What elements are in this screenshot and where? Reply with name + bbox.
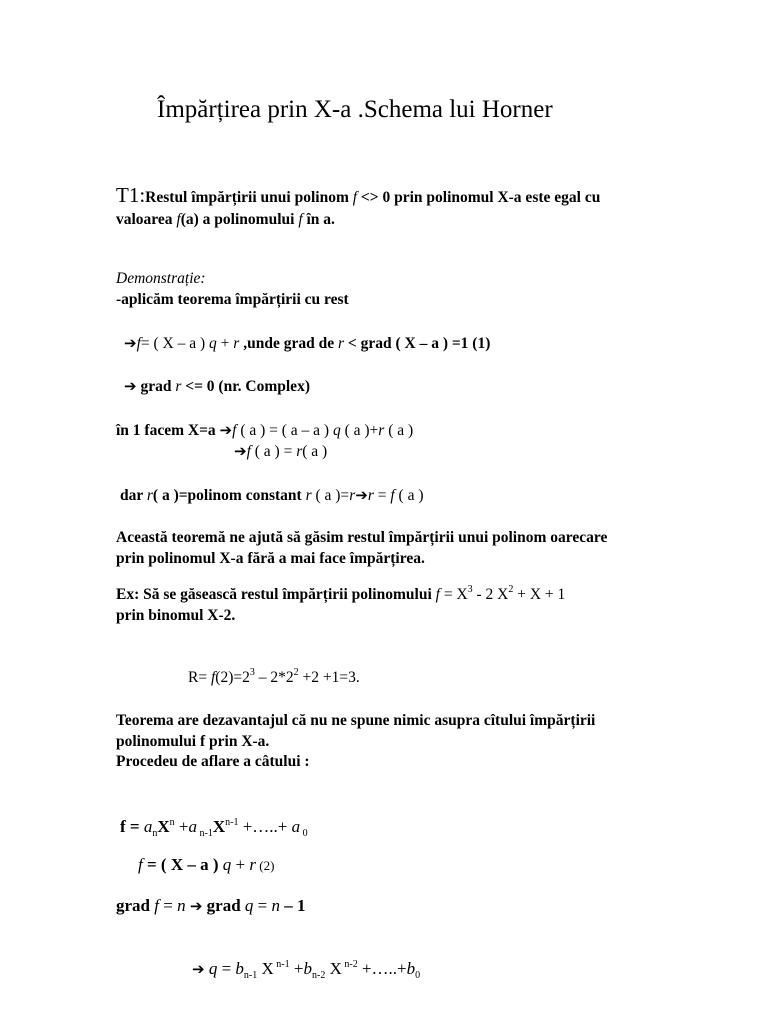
paragraph-1-line-2: prin polinomul X-a fără a mai face împărțirea. bbox=[116, 550, 425, 567]
paragraph-2-line-2: polinomului f prin X-a. bbox=[116, 733, 270, 750]
formula-polynomial: $f = a_nX^n +a$ $_{n-1}X^{n-1}$ +…..+ a $_0$ bbox=[120, 817, 308, 839]
proof-equation-1: ➔f= ( X – a ) q + r ,unde grad de r < grad ( X – a ) =1 (1) bbox=[124, 334, 491, 352]
proof-step-1: -aplicăm teorema împărțirii cu rest bbox=[116, 291, 349, 308]
arrow-right-icon: ➔ bbox=[189, 897, 203, 915]
formula-quotient: ➔ $q = b_{n-1}$ X $^{n-1} +b_{n-2}$ X $^{n-2} +\dots..+b_0$ bbox=[192, 959, 421, 981]
arrow-right-icon: ➔ bbox=[192, 960, 205, 978]
page-title: Împărțirea prin X-a .Schema lui Horner bbox=[157, 96, 553, 123]
proof-equation-4: ➔f ( a ) = r( a ) bbox=[234, 442, 328, 460]
proof-equation-3: în 1 facem X=a ➔f ( a ) = ( a – a ) q ( a )+r ( a ) bbox=[116, 421, 414, 439]
paragraph-1-line-1: Această teoremă ne ajută să găsim restul împărțirii unui polinom oarecare bbox=[116, 529, 608, 546]
formula-degree: grad f = n ➔ grad q = n – 1 bbox=[116, 896, 306, 915]
arrow-right-icon: ➔ bbox=[124, 377, 137, 395]
theorem-line-2: valoarea f(a) a polinomului f în a. bbox=[116, 211, 335, 228]
paragraph-2-line-3: Procedeu de aflare a câtului : bbox=[116, 753, 310, 770]
example-result: $R= f(2)=2^3 - 2*2^2 +2 +1=3$. bbox=[188, 667, 360, 686]
example-line-1: Ex: Să se găsească restul împărțirii polinomului $f = X^3 - 2$ $X^2 + X + 1$ bbox=[116, 584, 566, 603]
paragraph-2-line-1: Teorema are dezavantajul că nu ne spune nimic asupra cîtului împărțirii bbox=[116, 712, 596, 729]
formula-division: f = ( X – a ) q + r (2) bbox=[138, 855, 275, 874]
proof-label: Demonstrație: bbox=[116, 270, 206, 287]
arrow-right-icon: ➔ bbox=[124, 334, 137, 352]
proof-equation-2: ➔ grad r <= 0 (nr. Complex) bbox=[124, 377, 310, 395]
example-line-2: prin binomul X-2. bbox=[116, 607, 236, 624]
theorem-label: T1: bbox=[116, 183, 146, 207]
arrow-right-icon: ➔ bbox=[219, 421, 233, 439]
arrow-right-icon: ➔ bbox=[234, 442, 247, 460]
theorem-line-1: T1:Restul împărțirii unui polinom f <> 0 prin polinomul X-a este egal cu bbox=[116, 183, 601, 207]
arrow-right-icon: ➔ bbox=[355, 486, 368, 504]
proof-equation-5: dar r( a )=polinom constant r ( a )=r➔r = f ( a ) bbox=[120, 486, 424, 504]
